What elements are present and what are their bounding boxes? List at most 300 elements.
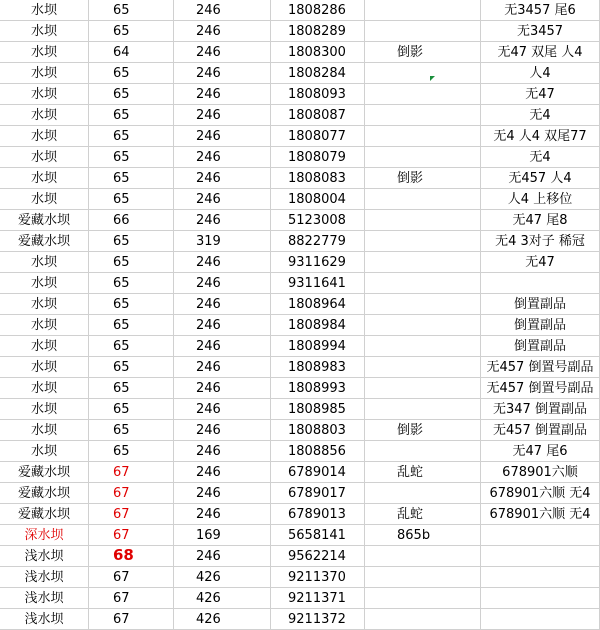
- note-cell[interactable]: [481, 42, 600, 63]
- name-cell[interactable]: [0, 231, 89, 252]
- code-cell[interactable]: [174, 609, 271, 630]
- table-row: [0, 525, 600, 546]
- serial-cell[interactable]: [271, 357, 365, 378]
- name-cell-text: 水坝: [30, 338, 57, 354]
- serial-cell-text: 9211371: [288, 590, 346, 606]
- table-row: [0, 147, 600, 168]
- note-cell[interactable]: [481, 210, 600, 231]
- number-cell[interactable]: [89, 357, 174, 378]
- number-cell[interactable]: [89, 294, 174, 315]
- tag-cell[interactable]: [365, 609, 481, 630]
- serial-cell[interactable]: [271, 105, 365, 126]
- note-cell[interactable]: [481, 378, 600, 399]
- code-cell[interactable]: [174, 252, 271, 273]
- serial-cell[interactable]: [271, 588, 365, 609]
- number-cell-text: 68: [113, 546, 134, 564]
- name-cell[interactable]: [0, 567, 89, 588]
- name-cell[interactable]: [0, 42, 89, 63]
- number-cell[interactable]: [89, 504, 174, 525]
- tag-cell[interactable]: [365, 210, 481, 231]
- code-cell[interactable]: [174, 378, 271, 399]
- code-cell[interactable]: [174, 84, 271, 105]
- code-cell[interactable]: [174, 504, 271, 525]
- code-cell-text: 246: [196, 464, 221, 480]
- number-cell[interactable]: [89, 378, 174, 399]
- name-cell-text: 浅水坝: [24, 590, 64, 606]
- note-cell-text: 人4: [529, 65, 551, 81]
- serial-cell-text: 6789014: [288, 464, 346, 480]
- table-row: [0, 504, 600, 525]
- name-cell-text: 水坝: [30, 86, 57, 102]
- note-cell-text: 无47 尾8: [512, 212, 568, 228]
- name-cell[interactable]: [0, 63, 89, 84]
- serial-cell-text: 5123008: [288, 212, 346, 228]
- code-cell-text: 246: [196, 23, 221, 39]
- note-cell-text: 无4 3对子 稀冠: [495, 233, 585, 249]
- number-cell[interactable]: [89, 210, 174, 231]
- table-row: [0, 294, 600, 315]
- number-cell[interactable]: [89, 483, 174, 504]
- tag-cell[interactable]: [365, 63, 481, 84]
- serial-cell[interactable]: [271, 336, 365, 357]
- tag-cell[interactable]: [365, 147, 481, 168]
- tag-cell[interactable]: [365, 504, 481, 525]
- code-cell[interactable]: [174, 0, 271, 21]
- serial-cell[interactable]: [271, 147, 365, 168]
- number-cell[interactable]: [89, 273, 174, 294]
- number-cell-text: 65: [113, 254, 130, 270]
- name-cell[interactable]: [0, 273, 89, 294]
- serial-cell[interactable]: [271, 126, 365, 147]
- note-cell[interactable]: [481, 294, 600, 315]
- note-cell[interactable]: [481, 63, 600, 84]
- number-cell[interactable]: [89, 231, 174, 252]
- serial-cell[interactable]: [271, 399, 365, 420]
- note-cell-text: 无457 倒置副品: [493, 422, 587, 438]
- name-cell[interactable]: [0, 546, 89, 567]
- serial-cell-text: 1808856: [288, 443, 346, 459]
- note-cell-text: 倒置副品: [513, 338, 566, 354]
- code-cell[interactable]: [174, 147, 271, 168]
- serial-cell[interactable]: [271, 231, 365, 252]
- number-cell[interactable]: [89, 441, 174, 462]
- number-cell[interactable]: [89, 420, 174, 441]
- code-cell-text: 319: [196, 233, 221, 249]
- code-cell[interactable]: [174, 168, 271, 189]
- serial-cell-text: 1808985: [288, 401, 346, 417]
- serial-cell[interactable]: [271, 420, 365, 441]
- tag-cell[interactable]: [365, 252, 481, 273]
- number-cell-text: 65: [113, 128, 130, 144]
- note-cell-text: 无347 倒置副品: [493, 401, 587, 417]
- number-cell[interactable]: [89, 315, 174, 336]
- name-cell[interactable]: [0, 126, 89, 147]
- table-row: [0, 189, 600, 210]
- code-cell-text: 246: [196, 296, 221, 312]
- serial-cell-text: 1808083: [288, 170, 346, 186]
- code-cell-text: 246: [196, 317, 221, 333]
- note-cell-text: 678901六顺: [502, 464, 578, 480]
- number-cell-text: 65: [113, 380, 130, 396]
- name-cell[interactable]: [0, 0, 89, 21]
- note-cell[interactable]: [481, 252, 600, 273]
- note-cell[interactable]: [481, 546, 600, 567]
- serial-cell-text: 1808994: [288, 338, 346, 354]
- number-cell[interactable]: [89, 546, 174, 567]
- note-cell[interactable]: [481, 441, 600, 462]
- note-cell-text: 678901六顺 无4: [489, 506, 591, 522]
- name-cell-text: 深水坝: [24, 527, 64, 543]
- code-cell[interactable]: [174, 63, 271, 84]
- name-cell-text: 水坝: [30, 23, 57, 39]
- tag-cell[interactable]: [365, 105, 481, 126]
- tag-cell[interactable]: [365, 273, 481, 294]
- name-cell-text: 水坝: [30, 128, 57, 144]
- table-row: [0, 462, 600, 483]
- tag-cell[interactable]: [365, 0, 481, 21]
- serial-cell[interactable]: [271, 441, 365, 462]
- code-cell[interactable]: [174, 441, 271, 462]
- comment-indicator-icon[interactable]: [430, 76, 435, 81]
- serial-cell[interactable]: [271, 462, 365, 483]
- note-cell[interactable]: [481, 21, 600, 42]
- table-row: [0, 609, 600, 630]
- serial-cell-text: 9562214: [288, 548, 346, 564]
- tag-cell[interactable]: [365, 525, 481, 546]
- name-cell[interactable]: [0, 336, 89, 357]
- tag-cell[interactable]: [365, 462, 481, 483]
- code-cell[interactable]: [174, 42, 271, 63]
- name-cell-text: 水坝: [30, 170, 57, 186]
- tag-cell[interactable]: [365, 567, 481, 588]
- number-cell[interactable]: [89, 189, 174, 210]
- name-cell[interactable]: [0, 483, 89, 504]
- serial-cell[interactable]: [271, 0, 365, 21]
- code-cell[interactable]: [174, 126, 271, 147]
- serial-cell[interactable]: [271, 84, 365, 105]
- number-cell[interactable]: [89, 147, 174, 168]
- serial-cell[interactable]: [271, 546, 365, 567]
- note-cell[interactable]: [481, 231, 600, 252]
- name-cell[interactable]: [0, 210, 89, 231]
- name-cell[interactable]: [0, 105, 89, 126]
- serial-cell[interactable]: [271, 483, 365, 504]
- number-cell[interactable]: [89, 84, 174, 105]
- number-cell-text: 67: [113, 527, 130, 543]
- number-cell[interactable]: [89, 567, 174, 588]
- tag-cell[interactable]: [365, 546, 481, 567]
- number-cell[interactable]: [89, 588, 174, 609]
- note-cell-text: 678901六顺 无4: [489, 485, 591, 501]
- name-cell[interactable]: [0, 189, 89, 210]
- number-cell-text: 65: [113, 233, 130, 249]
- number-cell[interactable]: [89, 399, 174, 420]
- serial-cell[interactable]: [271, 609, 365, 630]
- tag-cell[interactable]: [365, 189, 481, 210]
- serial-cell[interactable]: [271, 21, 365, 42]
- name-cell[interactable]: [0, 252, 89, 273]
- number-cell[interactable]: [89, 168, 174, 189]
- serial-cell[interactable]: [271, 567, 365, 588]
- note-cell-text: 无457 倒置号副品: [486, 380, 594, 396]
- serial-cell-text: 9211372: [288, 611, 346, 627]
- name-cell[interactable]: [0, 84, 89, 105]
- number-cell[interactable]: [89, 42, 174, 63]
- serial-cell[interactable]: [271, 168, 365, 189]
- code-cell-text: 246: [196, 170, 221, 186]
- tag-cell-text: 乱蛇: [397, 506, 424, 522]
- code-cell-text: 246: [196, 401, 221, 417]
- tag-cell[interactable]: [365, 231, 481, 252]
- code-cell[interactable]: [174, 567, 271, 588]
- note-cell-text: 人4 上移位: [507, 191, 573, 207]
- note-cell[interactable]: [481, 147, 600, 168]
- note-cell-text: 无457 人4: [508, 170, 572, 186]
- name-cell-text: 水坝: [30, 275, 57, 291]
- code-cell[interactable]: [174, 105, 271, 126]
- code-cell[interactable]: [174, 399, 271, 420]
- note-cell-text: 倒置副品: [513, 296, 566, 312]
- serial-cell[interactable]: [271, 315, 365, 336]
- note-cell[interactable]: [481, 399, 600, 420]
- note-cell[interactable]: [481, 525, 600, 546]
- note-cell[interactable]: [481, 126, 600, 147]
- table-row: [0, 126, 600, 147]
- note-cell-text: 无457 倒置号副品: [486, 359, 594, 375]
- name-cell[interactable]: [0, 462, 89, 483]
- number-cell[interactable]: [89, 105, 174, 126]
- tag-cell[interactable]: [365, 126, 481, 147]
- serial-cell-text: 6789013: [288, 506, 346, 522]
- tag-cell[interactable]: [365, 588, 481, 609]
- serial-cell-text: 1808984: [288, 317, 346, 333]
- table-row: [0, 567, 600, 588]
- tag-cell[interactable]: [365, 42, 481, 63]
- tag-cell[interactable]: [365, 441, 481, 462]
- note-cell-text: 无47: [525, 86, 555, 102]
- number-cell-text: 65: [113, 422, 130, 438]
- code-cell[interactable]: [174, 189, 271, 210]
- table-row: [0, 105, 600, 126]
- note-cell[interactable]: [481, 609, 600, 630]
- code-cell[interactable]: [174, 525, 271, 546]
- code-cell-text: 246: [196, 86, 221, 102]
- serial-cell-text: 1808300: [288, 44, 346, 60]
- code-cell[interactable]: [174, 483, 271, 504]
- note-cell[interactable]: [481, 483, 600, 504]
- number-cell[interactable]: [89, 21, 174, 42]
- serial-cell[interactable]: [271, 210, 365, 231]
- note-cell[interactable]: [481, 0, 600, 21]
- name-cell[interactable]: [0, 441, 89, 462]
- note-cell[interactable]: [481, 420, 600, 441]
- note-cell-text: 无4: [529, 149, 551, 165]
- table-row: [0, 273, 600, 294]
- name-cell[interactable]: [0, 588, 89, 609]
- serial-cell[interactable]: [271, 504, 365, 525]
- tag-cell[interactable]: [365, 315, 481, 336]
- name-cell-text: 爱藏水坝: [17, 506, 70, 522]
- serial-cell[interactable]: [271, 525, 365, 546]
- name-cell[interactable]: [0, 294, 89, 315]
- code-cell[interactable]: [174, 210, 271, 231]
- tag-cell[interactable]: [365, 399, 481, 420]
- number-cell-text: 65: [113, 149, 130, 165]
- name-cell[interactable]: [0, 609, 89, 630]
- name-cell-text: 爱藏水坝: [17, 212, 70, 228]
- number-cell-text: 65: [113, 23, 130, 39]
- note-cell-text: 无3457 尾6: [504, 2, 576, 18]
- number-cell-text: 67: [113, 611, 130, 627]
- serial-cell[interactable]: [271, 252, 365, 273]
- serial-cell[interactable]: [271, 42, 365, 63]
- number-cell-text: 65: [113, 338, 130, 354]
- tag-cell[interactable]: [365, 357, 481, 378]
- name-cell[interactable]: [0, 504, 89, 525]
- name-cell[interactable]: [0, 378, 89, 399]
- number-cell-text: 65: [113, 275, 130, 291]
- code-cell-text: 246: [196, 506, 221, 522]
- code-cell[interactable]: [174, 357, 271, 378]
- name-cell-text: 浅水坝: [24, 548, 64, 564]
- serial-cell-text: 1808983: [288, 359, 346, 375]
- number-cell-text: 64: [113, 44, 130, 60]
- note-cell[interactable]: [481, 504, 600, 525]
- tag-cell[interactable]: [365, 21, 481, 42]
- table-row: [0, 231, 600, 252]
- note-cell[interactable]: [481, 588, 600, 609]
- code-cell[interactable]: [174, 420, 271, 441]
- tag-cell[interactable]: [365, 420, 481, 441]
- code-cell[interactable]: [174, 462, 271, 483]
- code-cell-text: 426: [196, 590, 221, 606]
- code-cell[interactable]: [174, 294, 271, 315]
- table-row: [0, 483, 600, 504]
- serial-cell[interactable]: [271, 294, 365, 315]
- code-cell[interactable]: [174, 231, 271, 252]
- number-cell-text: 65: [113, 191, 130, 207]
- name-cell-text: 浅水坝: [24, 569, 64, 585]
- name-cell[interactable]: [0, 399, 89, 420]
- table-row: [0, 0, 600, 21]
- name-cell-text: 水坝: [30, 44, 57, 60]
- code-cell-text: 246: [196, 359, 221, 375]
- name-cell[interactable]: [0, 168, 89, 189]
- number-cell[interactable]: [89, 63, 174, 84]
- table-row: [0, 588, 600, 609]
- table-row: [0, 420, 600, 441]
- note-cell[interactable]: [481, 84, 600, 105]
- table-row: [0, 546, 600, 567]
- note-cell[interactable]: [481, 357, 600, 378]
- name-cell-text: 水坝: [30, 2, 57, 18]
- name-cell-text: 爱藏水坝: [17, 485, 70, 501]
- note-cell-text: 无3457: [516, 23, 564, 39]
- number-cell[interactable]: [89, 336, 174, 357]
- note-cell[interactable]: [481, 105, 600, 126]
- note-cell[interactable]: [481, 189, 600, 210]
- table-row: [0, 84, 600, 105]
- name-cell-text: 水坝: [30, 443, 57, 459]
- name-cell-text: 水坝: [30, 254, 57, 270]
- number-cell[interactable]: [89, 126, 174, 147]
- note-cell[interactable]: [481, 273, 600, 294]
- name-cell[interactable]: [0, 315, 89, 336]
- table-row: [0, 441, 600, 462]
- tag-cell[interactable]: [365, 336, 481, 357]
- tag-cell[interactable]: [365, 378, 481, 399]
- number-cell[interactable]: [89, 252, 174, 273]
- serial-cell-text: 1808077: [288, 128, 346, 144]
- number-cell-text: 65: [113, 359, 130, 375]
- name-cell[interactable]: [0, 21, 89, 42]
- code-cell-text: 426: [196, 611, 221, 627]
- serial-cell-text: 8822779: [288, 233, 346, 249]
- tag-cell[interactable]: [365, 483, 481, 504]
- name-cell[interactable]: [0, 525, 89, 546]
- number-cell[interactable]: [89, 462, 174, 483]
- code-cell[interactable]: [174, 21, 271, 42]
- number-cell-text: 67: [113, 506, 130, 522]
- number-cell-text: 65: [113, 107, 130, 123]
- name-cell[interactable]: [0, 420, 89, 441]
- note-cell-text: 倒置副品: [513, 317, 566, 333]
- table-row: [0, 399, 600, 420]
- number-cell[interactable]: [89, 0, 174, 21]
- code-cell-text: 426: [196, 569, 221, 585]
- note-cell[interactable]: [481, 315, 600, 336]
- name-cell-text: 水坝: [30, 359, 57, 375]
- serial-cell[interactable]: [271, 378, 365, 399]
- name-cell-text: 水坝: [30, 317, 57, 333]
- note-cell-text: 无47 双尾 人4: [497, 44, 583, 60]
- note-cell[interactable]: [481, 336, 600, 357]
- tag-cell[interactable]: [365, 168, 481, 189]
- code-cell-text: 246: [196, 443, 221, 459]
- serial-cell-text: 1808284: [288, 65, 346, 81]
- code-cell[interactable]: [174, 336, 271, 357]
- code-cell-text: 246: [196, 149, 221, 165]
- number-cell-text: 67: [113, 485, 130, 501]
- note-cell[interactable]: [481, 567, 600, 588]
- serial-cell[interactable]: [271, 273, 365, 294]
- tag-cell[interactable]: [365, 294, 481, 315]
- code-cell[interactable]: [174, 315, 271, 336]
- code-cell-text: 169: [196, 527, 221, 543]
- code-cell[interactable]: [174, 273, 271, 294]
- number-cell-text: 65: [113, 65, 130, 81]
- name-cell[interactable]: [0, 147, 89, 168]
- note-cell-text: 无4 人4 双尾77: [493, 128, 587, 144]
- table-row: [0, 210, 600, 231]
- table-row: [0, 252, 600, 273]
- note-cell[interactable]: [481, 168, 600, 189]
- tag-cell[interactable]: [365, 84, 481, 105]
- code-cell-text: 246: [196, 422, 221, 438]
- code-cell-text: 246: [196, 548, 221, 564]
- number-cell[interactable]: [89, 525, 174, 546]
- note-cell-text: 无47: [525, 254, 555, 270]
- serial-cell[interactable]: [271, 189, 365, 210]
- name-cell[interactable]: [0, 357, 89, 378]
- code-cell[interactable]: [174, 546, 271, 567]
- serial-cell[interactable]: [271, 63, 365, 84]
- code-cell[interactable]: [174, 588, 271, 609]
- note-cell[interactable]: [481, 462, 600, 483]
- number-cell[interactable]: [89, 609, 174, 630]
- number-cell-text: 67: [113, 590, 130, 606]
- serial-cell-text: 9311629: [288, 254, 346, 270]
